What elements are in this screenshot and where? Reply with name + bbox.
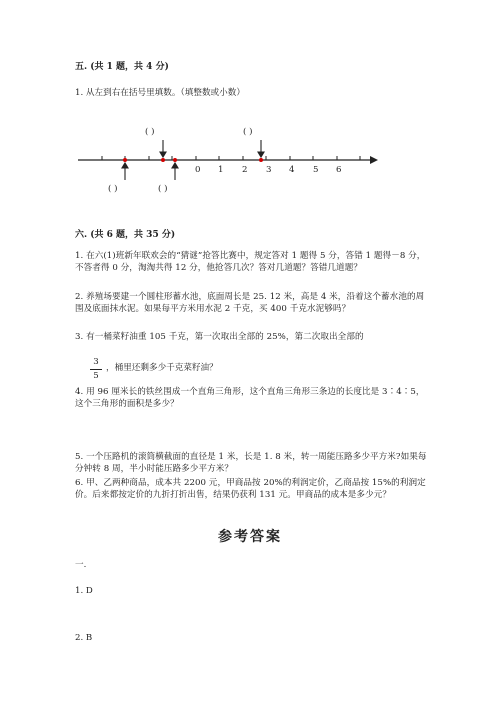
tick-label: 5 — [313, 165, 319, 175]
answer-bracket-top-1: ( ) — [145, 127, 155, 137]
tick-label: 6 — [336, 165, 342, 175]
point-marker — [161, 158, 165, 162]
axis-arrow-icon — [370, 156, 378, 164]
fraction-three-fifths — [90, 357, 102, 382]
answer-bracket-top-2: ( ) — [243, 127, 253, 137]
answer-bracket-bottom-1: ( ) — [108, 184, 118, 194]
answer-1: 1. D — [75, 586, 93, 596]
point-marker — [173, 158, 177, 162]
section5-heading: 五. (共 1 题，共 4 分) — [75, 62, 169, 72]
section6-question-3: 3. 有一桶菜籽油重 105 千克，第一次取出全部的 25%，第二次取出全部的 — [75, 332, 364, 342]
section5-question-1: 1. 从左到右在括号里填数。（填整数或小数） — [75, 88, 245, 98]
number-line-figure — [70, 120, 390, 200]
section6-question-3-tail: ，桶里还剩多少千克菜籽油？ — [106, 363, 218, 373]
section6-question-1: 1. 在六(1)班新年联欢会的“猜谜”抢答比赛中，规定答对 1 题得 5 分，答错 1 题得－8 分，不答者得 0 分，淘淘共得 12 分，他抢答几次？答对几道题？答错几道题？ — [75, 251, 426, 274]
answer-2: 2. B — [75, 633, 93, 643]
fraction-denominator: 5 — [93, 371, 99, 381]
tick-label: 3 — [266, 165, 272, 175]
section6-question-2: 2. 养殖场要建一个圆柱形蓄水池，底面周长是 25. 12 米，高是 4 米，沿着这个蓄水池的周围及底面抹水泥。如果每平方米用水泥 2 千克，买 400 千克水泥够吗？ — [75, 292, 425, 315]
point-marker — [259, 158, 263, 162]
tick-label: 2 — [242, 165, 248, 175]
section6-question-4: 4. 用 96 厘米长的铁丝围成一个直角三角形，这个直角三角形三条边的长度比是 3∶4∶5，这个三角形的面积是多少？ — [75, 387, 425, 410]
number-line-svg — [70, 120, 390, 200]
tick-label: 4 — [289, 165, 295, 175]
point-marker — [123, 158, 127, 162]
answer-bracket-bottom-2: ( ) — [158, 184, 168, 194]
answers-title: 参考答案 — [218, 529, 282, 545]
answers-part-1: 一. — [75, 560, 87, 570]
tick-label: 0 — [195, 165, 201, 175]
fraction-bar — [90, 369, 102, 370]
section6-heading: 六. (共 6 题，共 35 分) — [75, 230, 176, 240]
section6-question-5: 5. 一个压路机的滚筒横截面的直径是 1 米，长是 1. 8 米，转一周能压路多少平方米?如果每分钟转 8 周，半小时能压路多少平方米？ — [75, 452, 427, 475]
section6-question-6: 6. 甲、乙两种商品，成本共 2200 元，甲商品按 20%的利润定价，乙商品按 15%的利润定价。后来都按定价的九折打折出售，结果仍获利 131 元。甲商品的成本是多少元？ — [75, 478, 426, 501]
tick-label: 1 — [218, 165, 224, 175]
fraction-numerator: 3 — [93, 357, 99, 367]
